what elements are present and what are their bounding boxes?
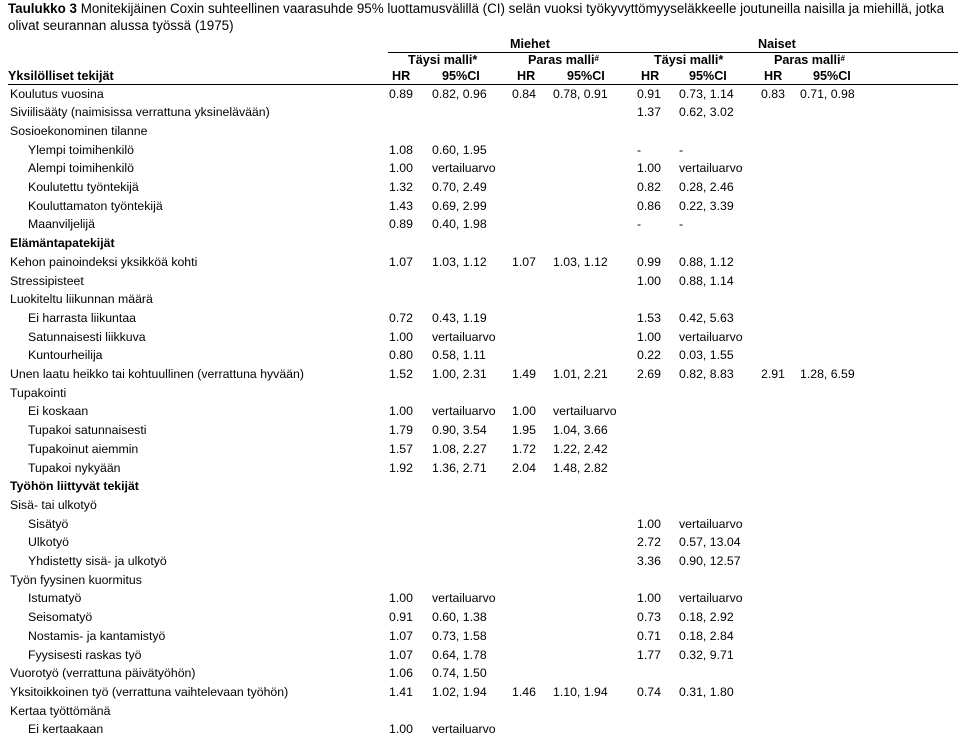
table-row [0,365,960,384]
header-model-best-men [528,53,599,68]
cell-men-full-hr: 1.41 [389,684,413,699]
cell-men-full-hr: 0.72 [389,310,413,325]
cell-men-full-hr: 1.00 [389,161,413,176]
cell-women-full-ci: - [679,142,684,157]
table-row [0,178,960,197]
table-row [0,346,960,365]
cell-men-best-ci: 1.04, 3.66 [553,423,608,438]
cell-women-full-hr: 0.22 [637,348,661,363]
cell-men-full-hr: 1.00 [389,591,413,606]
cell-women-full-ci: 0.73, 1.14 [679,86,734,101]
cell-men-full-hr: 0.91 [389,610,413,625]
table-row [0,122,960,141]
table-row [0,664,960,683]
table-row [0,328,960,347]
row-label: Tupakoinut aiemmin [28,441,139,456]
cell-women-full-hr: 2.69 [637,367,661,381]
cell-women-full-ci: vertailuarvo [679,516,743,531]
cell-women-full-hr: 1.53 [637,310,661,325]
cell-women-full-hr: - [637,142,642,157]
cell-men-best-ci: 1.03, 1.12 [553,254,608,269]
table-row [0,253,960,272]
header-model-best-men-text: Paras malli [528,53,595,67]
cell-men-full-ci: 0.60, 1.95 [432,142,487,157]
header-model-full-men: Täysi malli* [408,53,478,67]
row-label: Vuorotyö (verrattuna päivätyöhön) [10,666,196,681]
cell-women-full-hr: 1.37 [637,105,661,120]
cell-men-full-ci: 0.74, 1.50 [432,666,487,681]
cell-women-full-ci: 0.18, 2.92 [679,610,734,625]
table-row [0,384,960,403]
cell-men-full-ci: 1.36, 2.71 [432,460,487,475]
cell-women-best-hr: 2.91 [761,367,785,381]
cell-women-full-hr: 1.00 [637,516,661,531]
table-row [0,627,960,646]
row-label: Ei harrasta liikuntaa [28,310,136,325]
cell-men-full-hr: 1.79 [389,423,413,438]
table-row [0,608,960,627]
row-label: Yhdistetty sisä- ja ulkotyö [28,554,167,568]
cell-women-full-ci: 0.62, 3.02 [679,105,734,120]
cell-men-full-hr: 1.07 [389,254,413,269]
cell-men-full-hr: 1.07 [389,628,413,643]
cell-men-full-ci: 0.58, 1.11 [432,348,486,363]
cell-men-full-hr: 1.92 [389,460,413,475]
row-label: Kouluttamaton työntekijä [28,198,163,213]
cell-men-full-hr: 1.57 [389,441,413,456]
cell-women-full-hr: 0.86 [637,198,661,213]
cell-men-full-ci: vertailuarvo [432,722,496,737]
row-label: Ylempi toimihenkilö [28,142,134,157]
cell-women-best-ci: 1.28, 6.59 [800,367,855,381]
cell-men-full-ci: 1.00, 2.31 [432,367,487,381]
table-row [0,683,960,702]
cell-men-full-hr: 1.52 [389,367,413,381]
cell-women-full-hr: 0.71 [637,628,661,643]
table-row [0,459,960,478]
row-label: Tupakointi [10,385,67,400]
table-row [0,103,960,122]
table-row [0,141,960,160]
table-row [0,197,960,216]
cell-men-full-hr: 0.89 [389,86,413,101]
header-hr-4: HR [764,69,783,83]
header-model-best-women-text: Paras malli [774,53,841,67]
row-label: Istumatyö [28,591,82,606]
row-label: Alempi toimihenkilö [28,161,134,176]
cell-men-full-ci: 0.43, 1.19 [432,310,487,325]
cell-men-full-ci: 0.90, 3.54 [432,423,487,438]
row-label: Tupakoi satunnaisesti [28,423,147,438]
cell-men-best-hr: 1.00 [512,404,536,419]
row-label: Elämäntapatekijät [10,236,115,251]
cell-men-full-hr: 1.00 [389,329,413,344]
cell-women-full-hr: 0.73 [637,610,661,625]
header-ci-2: 95%CI [567,69,605,83]
cell-men-best-hr: 1.46 [512,684,536,699]
cell-men-full-ci: vertailuarvo [432,161,496,176]
header-ci-4: 95%CI [813,69,851,83]
cell-men-full-hr: 1.00 [389,722,413,737]
table-row [0,552,960,571]
cell-men-full-ci: 0.69, 2.99 [432,198,487,213]
header-hr-3: HR [641,69,660,83]
cell-women-full-ci: 0.88, 1.14 [679,273,734,288]
row-label: Koulutettu työntekijä [28,180,139,194]
cell-men-best-ci: 1.01, 2.21 [553,367,608,381]
cell-women-full-hr: 3.36 [637,554,661,568]
table-row [0,402,960,421]
table-row [0,272,960,291]
table-row [0,477,960,496]
cell-women-full-hr: 0.74 [637,684,661,699]
cell-women-full-hr: 1.00 [637,329,661,344]
row-label: Maanviljelijä [28,217,95,232]
table-row [0,290,960,309]
cell-men-best-hr: 0.84 [512,86,536,101]
cell-women-full-ci: 0.32, 9.71 [679,647,734,662]
cell-men-full-ci: 1.02, 1.94 [432,684,487,699]
cell-women-full-ci: 0.90, 12.57 [679,554,741,568]
cell-women-full-ci: 0.03, 1.55 [679,348,734,363]
table-row [0,85,960,104]
cell-women-full-ci: 0.42, 5.63 [679,310,734,325]
cell-women-full-hr: 0.99 [637,254,661,269]
cell-women-full-ci: vertailuarvo [679,591,743,606]
header-model-best-women [774,53,845,68]
row-label: Kuntourheilija [28,348,103,363]
row-label: Yksitoikkoinen työ (verrattuna vaihtelevaan työhön) [10,684,289,699]
header-model-best-women-hash: # [840,54,845,63]
row-label: Kehon painoindeksi yksikköä kohti [10,254,198,269]
cell-women-full-hr: 2.72 [637,535,661,550]
row-label: Ulkotyö [28,535,70,550]
cell-men-full-hr: 1.43 [389,198,413,213]
cell-men-best-ci: 1.22, 2.42 [553,441,608,456]
table-row [0,702,960,721]
cell-men-full-ci: 0.73, 1.58 [432,628,487,643]
cell-men-best-ci: 1.48, 2.82 [553,460,608,475]
table-row [0,496,960,515]
table-row [0,515,960,534]
header-ci-1: 95%CI [442,69,480,83]
header-model-full-women: Täysi malli* [654,53,724,67]
header-group-men: Miehet [510,37,550,51]
header-model-best-men-hash: # [594,54,599,63]
table-row [0,421,960,440]
row-label: Siviilisääty (naimisissa verrattuna yksinelävään) [10,105,270,120]
table-row [0,309,960,328]
cell-men-best-ci: 1.10, 1.94 [553,684,608,699]
header-col-label: Yksilölliset tekijät [8,69,114,83]
header-ci-3: 95%CI [689,69,727,83]
cell-women-full-ci: 0.18, 2.84 [679,628,734,643]
cell-men-full-hr: 0.80 [389,348,413,363]
cell-men-full-hr: 1.32 [389,180,413,194]
row-label: Ei kertaakaan [28,722,104,737]
cell-women-best-ci: 0.71, 0.98 [800,86,855,101]
cell-men-full-hr: 1.00 [389,404,413,419]
cell-men-full-ci: 1.03, 1.12 [432,254,487,269]
cell-men-best-hr: 1.49 [512,367,536,381]
header-group-women: Naiset [758,37,796,51]
cell-men-best-hr: 1.72 [512,441,536,456]
cell-women-full-ci: 0.88, 1.12 [679,254,734,269]
cell-men-full-ci: vertailuarvo [432,404,496,419]
cell-men-full-hr: 0.89 [389,217,413,232]
cell-women-full-ci: 0.57, 13.04 [679,535,741,550]
row-label: Nostamis- ja kantamistyö [28,628,166,643]
cell-men-best-ci: vertailuarvo [553,404,617,419]
table-row [0,646,960,665]
cell-men-full-hr: 1.07 [389,647,413,662]
cell-women-full-ci: 0.82, 8.83 [679,367,734,381]
cell-men-full-ci: vertailuarvo [432,591,496,606]
cell-women-full-ci: 0.31, 1.80 [679,684,734,699]
row-label: Stressipisteet [10,273,84,288]
row-label: Tupakoi nykyään [28,460,121,475]
cell-women-best-hr: 0.83 [761,86,785,101]
cell-women-full-hr: 0.91 [637,86,661,101]
table-row [0,159,960,178]
cell-women-full-ci: vertailuarvo [679,329,743,344]
cell-men-best-hr: 2.04 [512,460,536,475]
cell-men-full-hr: 1.08 [389,142,413,157]
table-row [0,533,960,552]
row-label: Työhön liittyvät tekijät [10,479,139,494]
cell-women-full-hr: 1.77 [637,647,661,662]
cell-women-full-ci: vertailuarvo [679,161,743,176]
table-row [0,440,960,459]
cell-men-best-hr: 1.07 [512,254,536,269]
cell-women-full-hr: 1.00 [637,161,661,176]
row-label: Fyysisesti raskas työ [28,647,142,662]
row-label: Sosioekonominen tilanne [10,123,148,138]
row-label: Seisomatyö [28,610,93,625]
row-label: Kertaa työttömänä [10,703,111,718]
cell-women-full-hr: 1.00 [637,591,661,606]
cell-men-full-ci: 0.60, 1.38 [432,610,487,625]
cell-men-full-ci: 0.64, 1.78 [432,647,487,662]
row-label: Satunnaisesti liikkuva [28,329,146,344]
table-row [0,720,960,739]
caption-label: Taulukko 3 [8,1,77,16]
header-hr-2: HR [517,69,536,83]
table-caption [8,0,956,34]
row-label: Työn fyysinen kuormitus [10,572,142,587]
row-label: Sisä- tai ulkotyö [10,497,97,512]
row-label: Koulutus vuosina [10,86,104,101]
cell-men-full-ci: vertailuarvo [432,329,496,344]
table-row [0,234,960,253]
row-label: Luokiteltu liikunnan määrä [10,292,153,307]
table-row [0,589,960,608]
cell-men-full-ci: 0.82, 0.96 [432,86,487,101]
row-label: Ei koskaan [28,404,89,419]
cell-men-full-ci: 0.70, 2.49 [432,180,487,194]
cell-men-full-ci: 1.08, 2.27 [432,441,487,456]
cell-men-best-ci: 0.78, 0.91 [553,86,608,101]
cell-men-full-hr: 1.06 [389,666,413,681]
cell-men-full-ci: 0.40, 1.98 [432,217,487,232]
caption-text: Monitekijäinen Coxin suhteellinen vaarasuhde 95% luottamusvälillä (CI) selän vuoksi työkyvyttömyyseläkkeelle joutuneilla naisilla ja miehillä, jotka olivat seurannan alussa työssä (1975) [8,1,945,33]
cell-women-full-ci: 0.28, 2.46 [679,180,734,194]
cell-women-full-hr: - [637,217,642,232]
cell-women-full-hr: 1.00 [637,273,661,288]
cell-women-full-ci: 0.22, 3.39 [679,198,734,213]
cell-men-best-hr: 1.95 [512,423,536,438]
table-row [0,571,960,590]
row-label: Unen laatu heikko tai kohtuullinen (verrattuna hyvään) [10,367,304,381]
row-label: Sisätyö [28,516,69,531]
cell-women-full-ci: - [679,217,684,232]
table-row [0,215,960,234]
header-hr-1: HR [392,69,411,83]
cell-women-full-hr: 0.82 [637,180,661,194]
